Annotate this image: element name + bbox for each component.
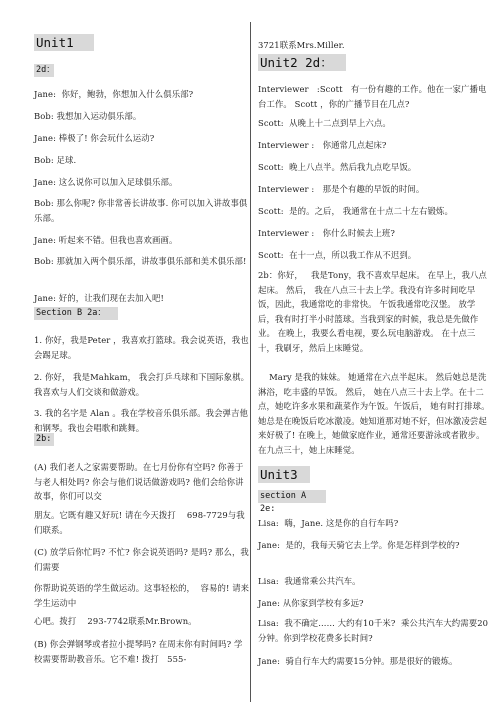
ad-paragraph: (B) 你会弹钢琴或者拉小提琴吗? 在周末你有时间吗? 学校需要帮助教音乐。它不难! 拨打 555-: [34, 639, 243, 664]
continued-line: 3721联系Mrs.Miller.: [258, 40, 345, 50]
passage-2b: 2b：你好， 我是Tony，我不喜欢早起床。 在早上，我八点起床。 然后， 我在八点三十去上学。我没有许多时间吃早饭，因此，我通常吃的非常快。 午饭我通常吃汉堡。 放学后，我有时打半小时篮球。当我到家的时候，我总是先做作业。 在晚上，我要么看电视，要么玩电脑游戏。 在十点三十，我刷牙，然后上床睡觉。: [258, 270, 487, 353]
dialog-line: Bob: 那就加入两个俱乐部，讲故事俱乐部和美术俱乐部!: [34, 256, 247, 266]
dialog-line: Jane: 这么说你可以加入足球俱乐部。: [34, 177, 178, 187]
dialog-line: Interviewer : 那是个有趣的早饭的时间。: [258, 184, 425, 194]
label-section-b2a: Section B 2a：: [34, 307, 118, 320]
dialog-line: Jane: 从你家到学校有多远?: [258, 598, 364, 608]
dialog-line: Interviewer : 你什么时候去上班?: [258, 228, 395, 238]
ad-paragraph: (A) 我们老人之家需要帮助。在七月份你有空吗? 你善于与老人相处吗? 你会与他们说话做游戏吗? 他们会给你讲故事，你们可以交: [34, 462, 244, 501]
unit3-heading: Unit3: [258, 466, 310, 483]
dialog-line: Jane: 棒极了! 你会玩什么运动?: [34, 133, 155, 143]
dialog-line: Bob: 足球.: [34, 155, 77, 165]
section-b-item: 1. 你好，我是Peter ，我喜欢打篮球。我会说英语，我也会踢足球。: [34, 335, 249, 360]
dialog-line: Jane: 你好，鲍勃，你想加入什么俱乐部?: [34, 89, 194, 99]
unit1-heading: Unit1: [34, 34, 94, 51]
label-2d: 2d：: [36, 65, 55, 75]
dialog-line: Lisa: 我通常乘公共汽车。: [258, 576, 361, 586]
section-b-item: 3. 我的名字是 Alan 。我在学校音乐俱乐部。我会弹吉他和钢琴。我也会唱歌和跳舞。: [34, 408, 248, 433]
dialog-line: Jane: 听起来不错。但我也喜欢画画。: [34, 235, 178, 245]
section-b-item: 2. 你好， 我是Mahkam， 我会打乒乓球和下国际象棋。我喜欢与人们交谈和做游戏。: [34, 372, 250, 397]
label-section-a2e: section A 2e:: [258, 490, 326, 503]
dialog-line: Scott: 晚上八点半。然后我九点吃早饭。: [258, 162, 417, 172]
dialog-line: Bob: 我想加入运动俱乐部。: [34, 111, 142, 121]
dialog-line: Scott: 在十一点，所以我工作从不迟到。: [258, 250, 417, 260]
dialog-line: Interviewer : 你通常几点起床?: [258, 140, 387, 150]
dialog-line: Jane: 是的，我每天骑它去上学。你是怎样到学校的?: [258, 540, 460, 550]
column-divider: [250, 22, 251, 702]
passage-mary: Mary 是我的妹妹。 她通常在六点半起床。 然后她总是洗淋浴，吃丰盛的早饭。 然后， 她在八点三十去上学。在十二点，她吃许多水果和蔬菜作为午饭。午饭后， 她有时打排球。她总是在晚饭后吃冰激凌。她知道那对她不好，但冰激凌尝起来好极了! 在晚上，她做家庭作业，通常还要游泳或者散步。在九点三十，她上床睡觉。: [258, 372, 490, 455]
dialog-line: Lisa: 我不确定...... 大约有10千米? 乘公共汽车大约需要20分钟。你到学校花费多长时间?: [258, 618, 489, 643]
dialog-line: Jane: 好的，让我们现在去加入吧!: [34, 293, 164, 303]
label-2b: 2b:: [34, 433, 54, 446]
dialog-line: Jane: 骑自行车大约需要15分钟。那是很好的锻炼。: [258, 656, 458, 666]
ad-paragraph: (C) 放学后你忙吗? 不忙? 你会说英语吗? 是吗? 那么，我们需要: [34, 547, 249, 572]
unit2-heading: Unit2 2d：: [258, 54, 346, 71]
ad-paragraph: 心吧。拨打 293-7742联系Mr.Brown。: [34, 616, 197, 626]
dialog-line: Scott: 从晚上十二点到早上六点。: [258, 118, 391, 128]
ad-paragraph: 你帮助说英语的学生做运动。这事轻松的， 容易的! 请来学生运动中: [34, 583, 250, 608]
dialog-line: Interviewer :Scott 有一份有趣的工作。他在一家广播电台工作。 Scott ，你的广播节目在几点?: [258, 84, 487, 109]
ad-paragraph: 朋友。它既有趣又好玩! 请在今天拨打 698-7729与我们联系。: [34, 510, 245, 535]
dialog-line: Scott: 是的。之后， 我通常在十点二十左右锻炼。: [258, 206, 453, 216]
dialog-line: Bob: 那么你呢? 你非常善长讲故事. 你可以加入讲故事俱乐部。: [34, 198, 248, 223]
dialog-line: Lisa: 嗨，Jane. 这是你的自行车吗?: [258, 518, 399, 528]
